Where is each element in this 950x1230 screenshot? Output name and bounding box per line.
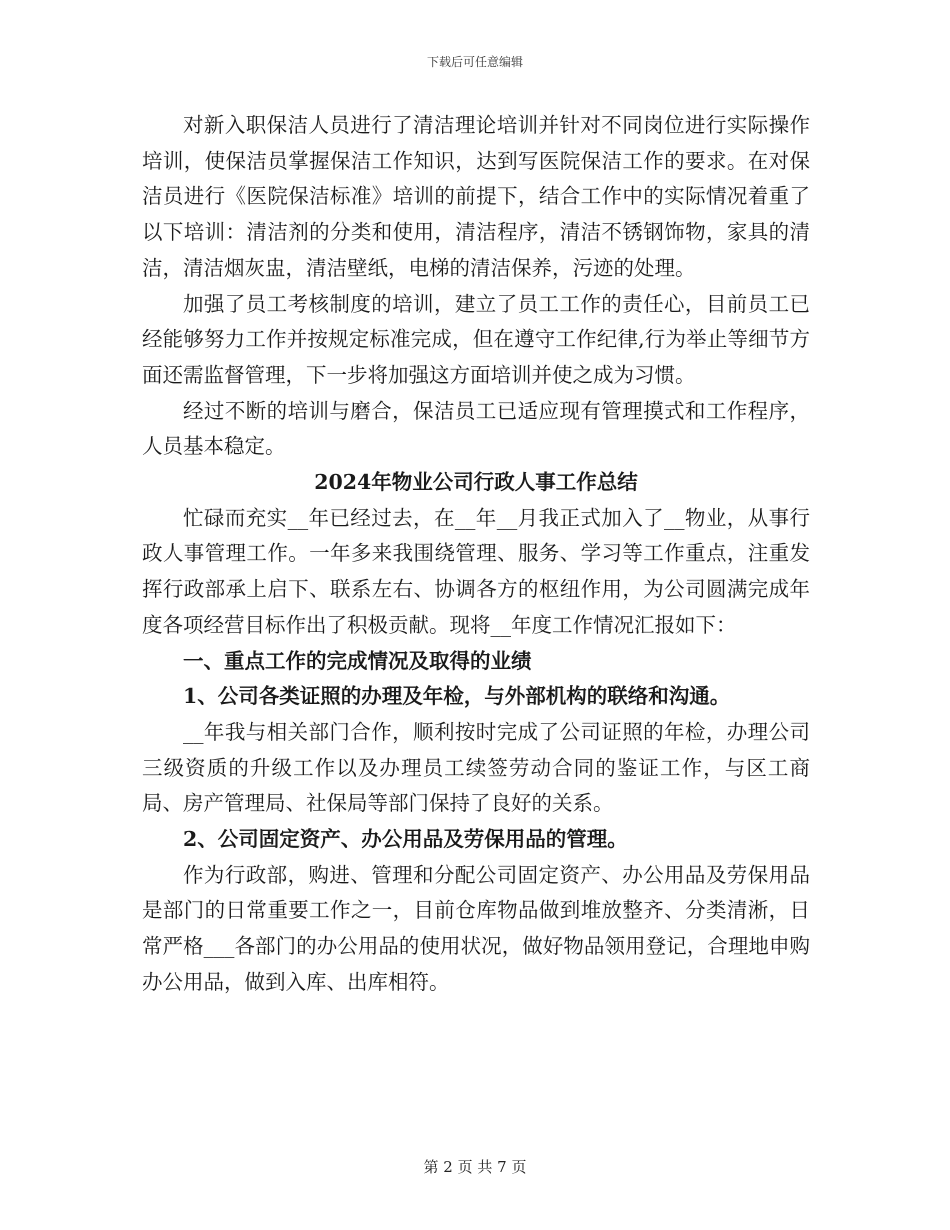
- paragraph-intro: 忙碌而充实__年已经过去，在__年__月我正式加入了__物业，从事行政人事管理工作。一年多来我围绕管理、服务、学习等工作重点，注重发挥行政部承上启下、联系左右、协调各方的枢纽作用，为公司圆满完成年度各项经营目标作出了积极贡献。现将__年度工作情况汇报如下：: [142, 505, 810, 637]
- page-header: 下载后可任意编辑: [426, 55, 523, 69]
- paragraph-assessment-training: 加强了员工考核制度的培训，建立了员工工作的责任心，目前员工已经能够努力工作并按规定标准完成，但在遵守工作纪律,行为举止等细节方面还需监督管理，下一步将加强这方面培训并使之成为习惯。: [142, 291, 810, 387]
- document-body: [142, 108, 810, 1001]
- heading-assets: 2、公司固定资产、办公用品及劳保用品的管理。: [183, 827, 628, 852]
- section-title: 2024年物业公司行政人事工作总结: [314, 470, 638, 495]
- paragraph-assets: 作为行政部，购进、管理和分配公司固定资产、办公用品及劳保用品是部门的日常重要工作之一，目前仓库物品做到堆放整齐、分类清淅，日常严格___各部门的办公用品的使用状况，做好物品领用登记，合理地申购办公用品，做到入库、出库相符。: [142, 862, 810, 994]
- paragraph-licenses: __年我与相关部门合作，顺利按时完成了公司证照的年检，办理公司三级资质的升级工作以及办理员工续签劳动合同的鉴证工作，与区工商局、房产管理局、社保局等部门保持了良好的关系。: [142, 719, 810, 816]
- paragraph-cleaner-training: 对新入职保洁人员进行了清洁理论培训并针对不同岗位进行实际操作培训，使保洁员掌握保洁工作知识，达到写医院保洁工作的要求。在对保洁员进行《医院保洁标准》培训的前提下，结合工作中的实际情况着重了以下培训：清洁剂的分类和使用，清洁程序，清洁不锈钢饰物，家具的清洁，清洁烟灰盅，清洁壁纸，电梯的清洁保养，污迹的处理。: [142, 113, 810, 280]
- paragraph-staff-stability: 经过不断的培训与磨合，保洁员工已适应现有管理摸式和工作程序，人员基本稳定。: [142, 398, 810, 459]
- heading-licenses: 1、公司各类证照的办理及年检，与外部机构的联络和沟通。: [183, 684, 731, 709]
- page-footer: 第 2 页 共 7 页: [423, 1158, 527, 1176]
- heading-key-work: 一、重点工作的完成情况及取得的业绩: [183, 648, 532, 673]
